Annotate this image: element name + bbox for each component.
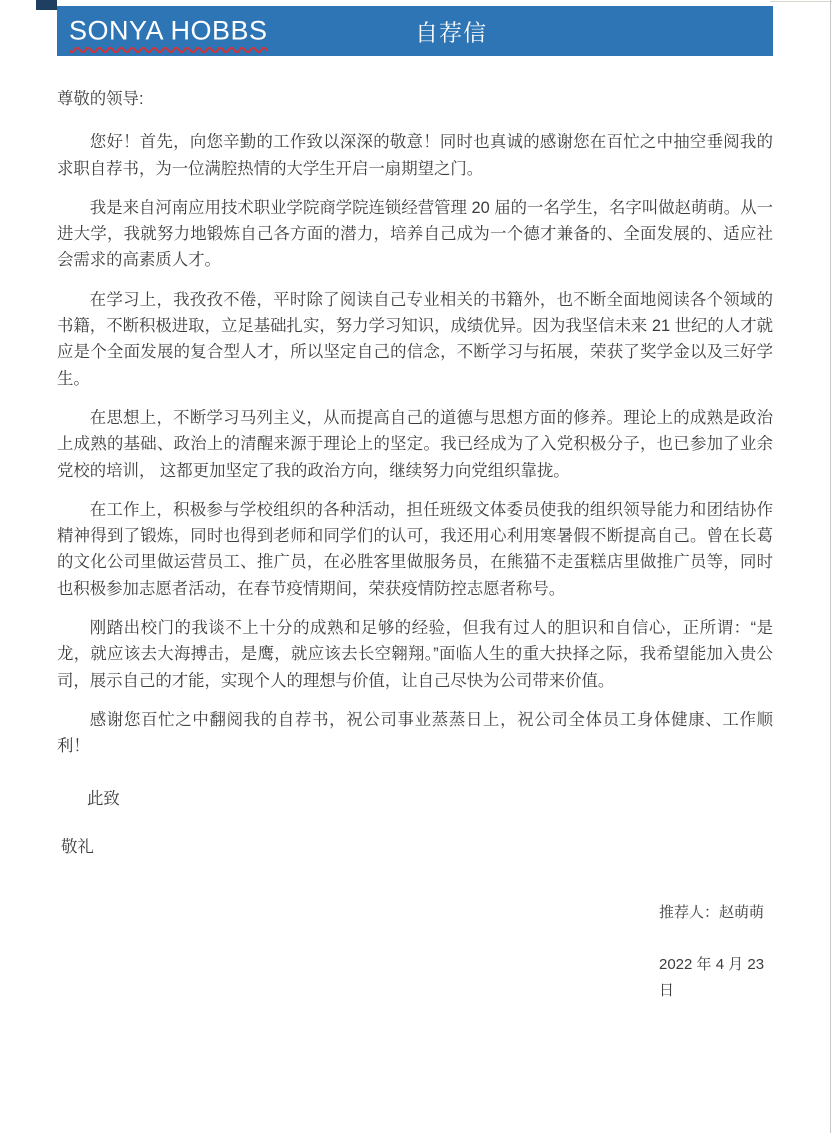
brand-name: SONYA HOBBS	[69, 15, 268, 46]
closing-cizhi: 此致	[87, 789, 120, 808]
top-hairline	[770, 1, 832, 2]
letter-paragraph: 在学习上，我孜孜不倦，平时除了阅读自己专业相关的书籍外，也不断全面地阅读各个领域的书籍，不断积极进取，立足基础扎实，努力学习知识，成绩优异。因为我坚信未来 21 世纪的人才就应是个全面发展的复合型人才，所以坚定自己的信念，不断学习与拓展，荣获了奖学金以及三好学生。	[57, 290, 773, 388]
letter-content	[57, 86, 773, 1004]
letter-paragraph: 在思想上，不断学习马列主义，从而提高自己的道德与思想方面的修养。理论上的成熟是政治上成熟的基础、政治上的清醒来源于理论上的坚定。我已经成为了入党积极分子，也已参加了业余党校的培训， 这都更加坚定了我的政治方向，继续努力向党组织靠拢。	[57, 408, 773, 480]
letter-paragraph: 感谢您百忙之中翻阅我的自荐书，祝公司事业蒸蒸日上，祝公司全体员工身体健康、工作顺利！	[57, 710, 773, 756]
closing-jingli: 敬礼	[61, 837, 94, 856]
letter-paragraph: 您好！首先，向您辛勤的工作致以深深的敬意！同时也真诚的感谢您在百忙之中抽空垂阅我的求职自荐书，为一位满腔热情的大学生开启一扇期望之门。	[57, 133, 773, 178]
signature-date: 2022 年 4 月 23 日	[659, 956, 765, 1000]
letter-paragraph: 刚踏出校门的我谈不上十分的成熟和足够的经验，但我有过人的胆识和自信心，正所谓：“是龙，就应该去大海搏击，是鹰，就应该去长空翱翔。”面临人生的重大抉择之际，我希望能加入贵公司，展示自己的才能，实现个人的理想与价值，让自己尽快为公司带来价值。	[57, 619, 773, 690]
letter-body	[57, 129, 773, 759]
signature-block	[659, 900, 767, 1004]
letter-paragraph: 在工作上，积极参与学校组织的各种活动，担任班级文体委员使我的组织领导能力和团结协作精神得到了锻炼，同时也得到老师和同学们的认可，我还用心利用寒暑假不断提高自己。曾在长葛的文化公司里做运营员工、推广员，在必胜客里做服务员，在熊猫不走蛋糕店里做推广员等，同时也积极参加志愿者活动，在春节疫情期间，荣获疫情防控志愿者称号。	[57, 500, 773, 598]
signature-name: 推荐人：赵萌萌	[659, 904, 765, 922]
page-edge-line	[830, 0, 831, 1133]
header-banner	[57, 6, 773, 56]
salutation: 尊敬的领导:	[57, 90, 144, 108]
document-title: 自荐信	[415, 19, 487, 46]
corner-accent	[36, 0, 57, 10]
letter-paragraph: 我是来自河南应用技术职业学院商学院连锁经营管理 20 届的一名学生，名字叫做赵萌萌。从一进大学，我就努力地锻炼自己各方面的潜力，培养自己成为一个德才兼备的、全面发展的、适应社会需求的高素质人才。	[57, 198, 773, 270]
